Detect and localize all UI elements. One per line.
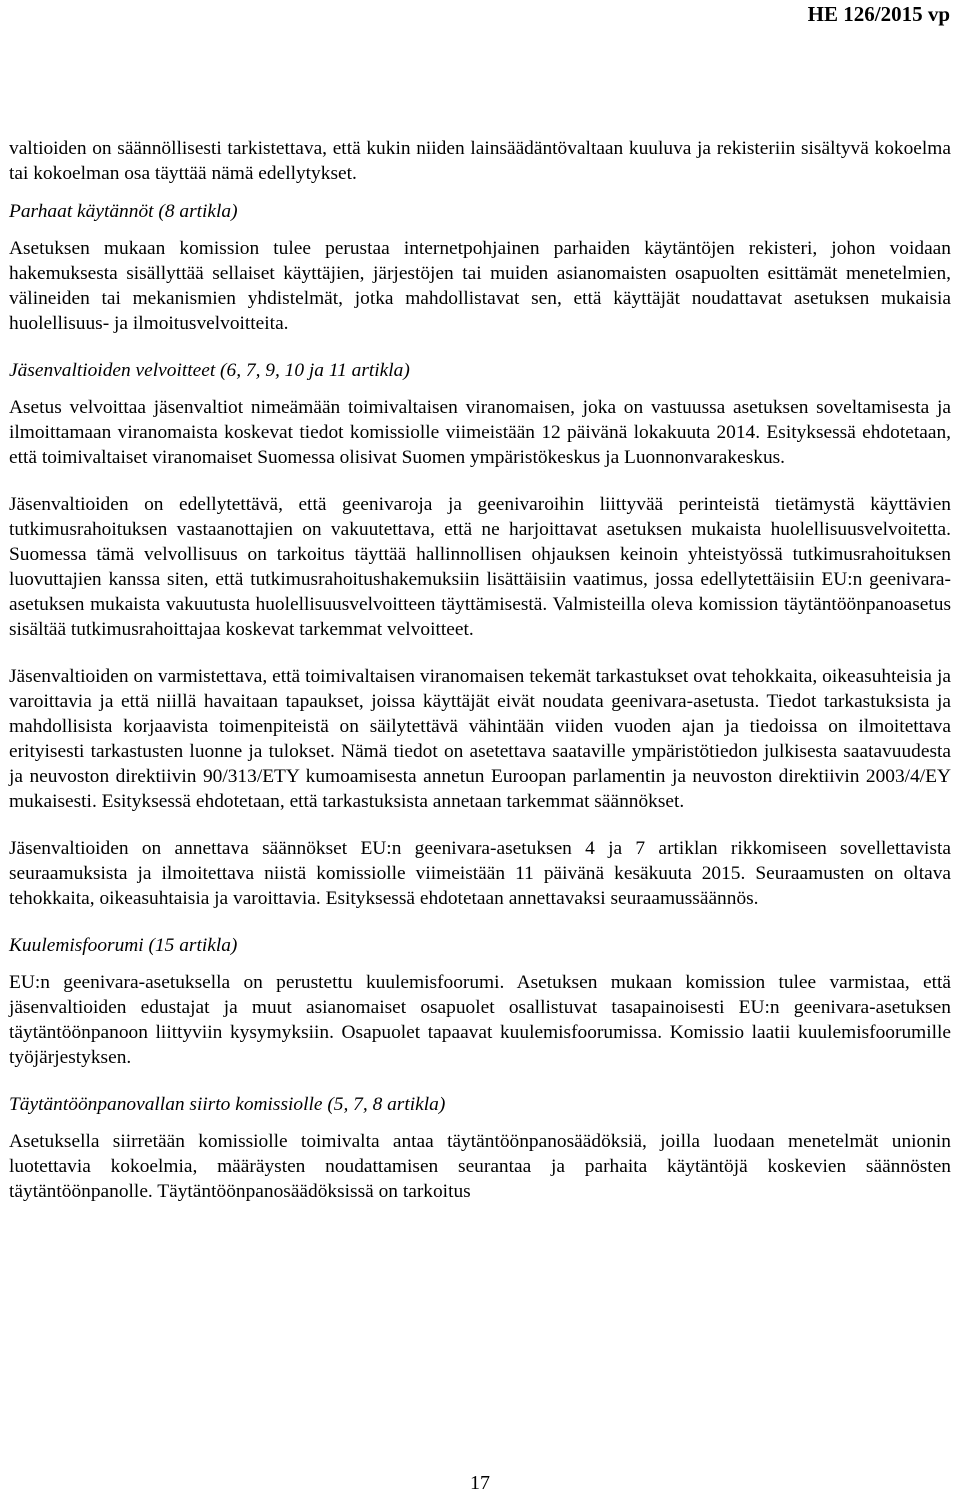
section-heading-member-state-obligations: Jäsenvaltioiden velvoitteet (6, 7, 9, 10 ja 11 artikla)	[9, 360, 410, 381]
section-heading-implementing-powers: Täytäntöönpanovallan siirto komissiolle (5, 7, 8 artikla)	[9, 1094, 446, 1115]
paragraph-inspections: Jäsenvaltioiden on varmistettava, että toimivaltaisen viranomaisen tekemät tarkastukset ovat tehokkaita, oikeasuhteisia ja varoittavia ja että niillä havaitaan tapaukset, joissa käyttäjät eivät noudata geenivara-asetusta. Tiedot tarkastuksista ja mahdollisista korjaavista toimenpiteistä on säilytettävä vähintään viiden vuoden ajan ja tiedoissa on ilmoitettava erityisesti tarkastusten luonne ja tulokset. Nämä tiedot on asetettava saataville ympäristötiedon julkisesta saatavuudesta ja neuvoston direktiivin 90/313/ETY kumoamisesta annetun Euroopan parlamentin ja neuvoston direktiivin 2003/4/EY mukaisesti. Esityksessä ehdotetaan, että tarkastuksista annetaan tarkemmat säännökset.	[9, 666, 951, 812]
paragraph-consultation-forum: EU:n geenivara-asetuksella on perustettu kuulemisfoorumi. Asetuksen mukaan komission tulee varmistaa, että jäsenvaltioiden edustajat ja muut asianomaiset osapuolet osallistuvat tasapainoisesti EU:n geenivara-asetuksen täytäntöönpanoon liittyviin kysymyksiin. Osapuolet tapaavat kuulemisfoorumissa. Komissio laatii kuulemisfoorumille työjärjestyksen.	[9, 972, 951, 1068]
document-id: HE 126/2015 vp	[807, 2, 950, 26]
section-heading-best-practices: Parhaat käytännöt (8 artikla)	[9, 201, 238, 222]
paragraph-best-practices: Asetuksen mukaan komission tulee perustaa internetpohjainen parhaiden käytäntöjen rekisteri, johon voidaan hakemuksesta sisällyttää sellaiset käyttäjien, järjestöjen tai muiden asianomaisten osapuolten esittämät menetelmien, välineiden tai mekanismien yhdistelmät, jotka mahdollistavat sen, että käyttäjät noudattavat asetuksen mukaisia huolellisuus- ja ilmoitusvelvoitteita.	[9, 238, 951, 334]
paragraph-penalties: Jäsenvaltioiden on annettava säännökset EU:n geenivara-asetuksen 4 ja 7 artiklan rikkomiseen sovellettavista seuraamuksista ja ilmoitettava niistä komissiolle viimeistään 11 päivänä kesäkuuta 2015. Seuraamusten on oltava tehokkaita, oikeasuhtaisia ja varoittavia. Esityksessä ehdotetaan annettavaksi seuraamussäännös.	[9, 838, 951, 909]
paragraph-implementing-powers: Asetuksella siirretään komissiolle toimivalta antaa täytäntöönpanosäädöksiä, joilla luodaan menetelmät unionin luotettavia kokoelmia, määräysten noudattamisen seurantaa ja parhaita käytäntöjä koskevien säännösten täytäntöönpanolle. Täytäntöönpanosäädöksissä on tarkoitus	[9, 1131, 951, 1202]
page-number: 17	[470, 1472, 490, 1494]
paragraph-competent-authority: Asetus velvoittaa jäsenvaltiot nimeämään toimivaltaisen viranomaisen, joka on vastuussa asetuksen soveltamisesta ja ilmoittamaan viranomaista koskevat tiedot komissiolle viimeistään 12 päivänä lokakuuta 2014. Esityksessä ehdotetaan, että toimivaltaiset viranomaiset Suomessa olisivat Suomen ympäristökeskus ja Luonnonvarakeskus.	[9, 397, 951, 468]
document-body	[9, 136, 951, 1204]
paragraph-registry-check: valtioiden on säännöllisesti tarkistettava, että kukin niiden lainsäädäntövaltaan kuuluva ja rekisteriin sisältyvä kokoelma tai kokoelman osa täyttää nämä edellytykset.	[9, 138, 951, 184]
section-heading-consultation-forum: Kuulemisfoorumi (15 artikla)	[9, 935, 238, 956]
paragraph-research-funding: Jäsenvaltioiden on edellytettävä, että geenivaroja ja geenivaroihin liittyvää perinteistä tietämystä käyttävien tutkimusrahoituksen vastaanottajien on vakuutettava, että ne harjoittavat asetuksen mukaista huolellisuusvelvoitetta. Suomessa tämä velvollisuus on tarkoitus täyttää hallinnollisen ohjauksen keinoin yhteistyössä tutkimusrahoituksen luovuttajien kanssa siten, että tutkimusrahoitushakemuksiin lisättäisiin vaatimus, jossa edellytettäisiin EU:n geenivara-asetuksen mukaista vakuutusta huolellisuusvelvoitteen täyttämisestä. Valmisteilla oleva komission täytäntöönpanoasetus sisältää tutkimusrahoittajaa koskevat tarkemmat velvoitteet.	[9, 494, 951, 640]
